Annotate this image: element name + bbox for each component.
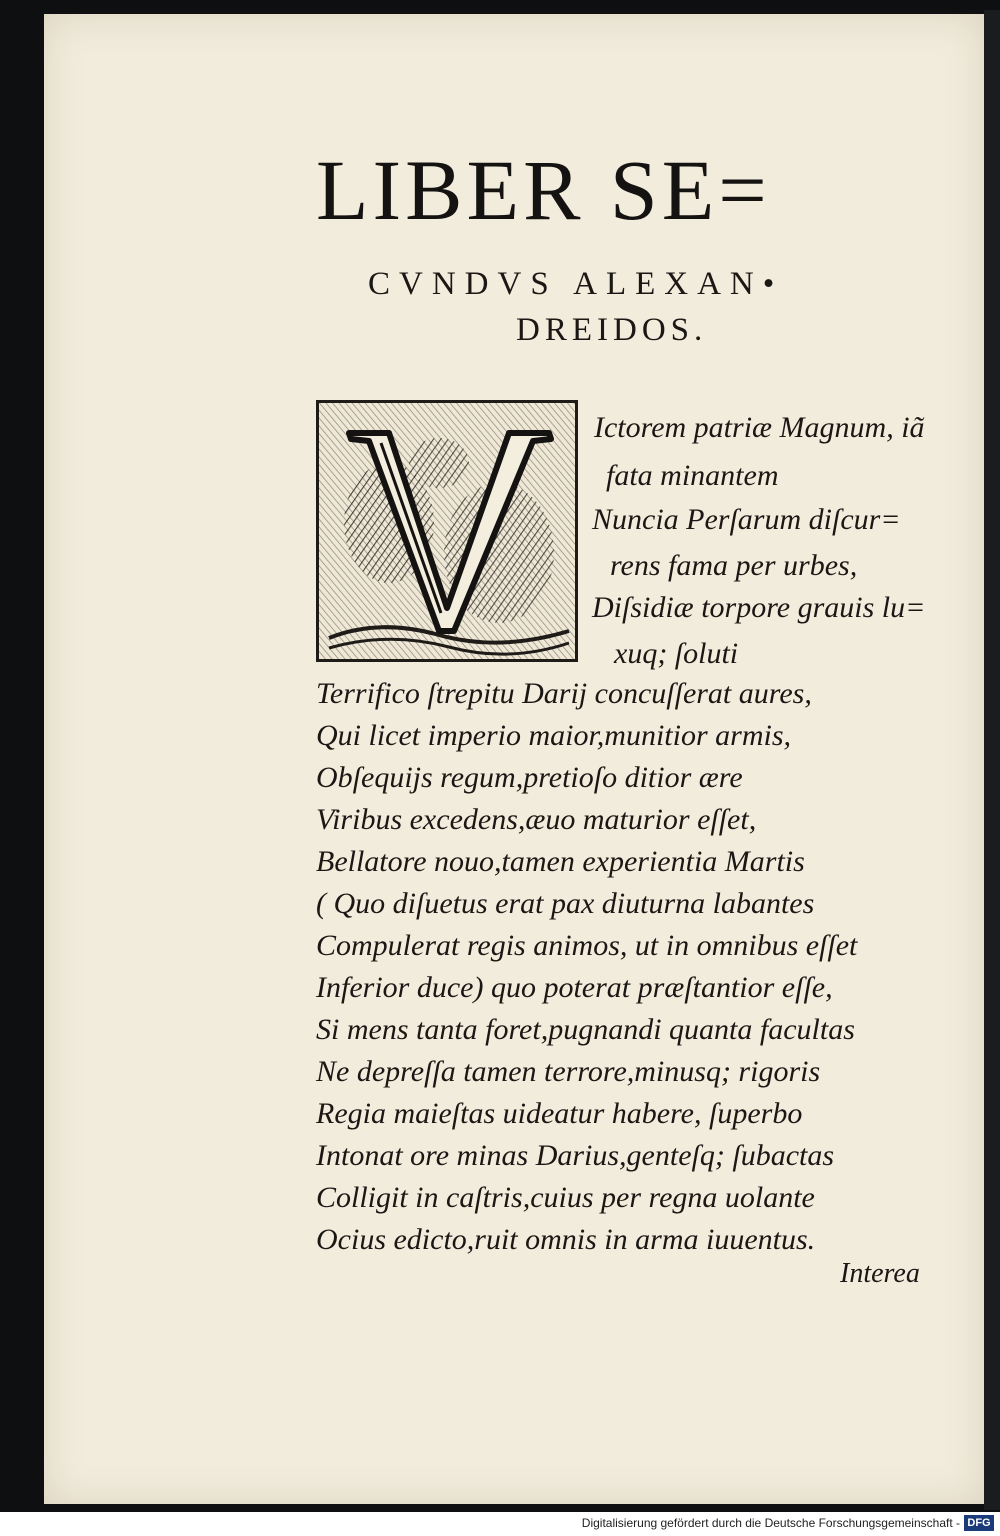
verse-line: Si mens tanta foret,pugnandi quanta facultas <box>316 1013 855 1046</box>
verse-line: Nuncia Perſarum diſcur= <box>592 503 901 536</box>
verse-line: Inferior duce) quo poterat præſtantior eſſe, <box>316 971 833 1004</box>
verse-line: Intonat ore minas Darius,genteſq; ſubactas <box>316 1139 835 1172</box>
verse-line: Colligit in caſtris,cuius per regna uolante <box>316 1181 815 1214</box>
dfg-logo-icon: DFG <box>964 1515 994 1531</box>
verse-line: fata minantem <box>606 459 779 492</box>
verse-line: rens fama per urbes, <box>610 549 858 582</box>
page-subtitle-continued: DREIDOS. <box>516 312 708 348</box>
verse-line: Obſequijs regum,pretioſo ditior ære <box>316 761 743 794</box>
woodcut-initial-v-icon <box>316 400 578 662</box>
verse-line: Diſsidiæ torpore grauis lu= <box>592 591 926 624</box>
page-title: LIBER SE= <box>316 142 771 238</box>
verse-line: Terrifico ſtrepitu Darij concuſſerat aures, <box>316 677 812 710</box>
catchword: Interea <box>840 1258 920 1289</box>
verse-line: Viribus excedens,æuo maturior eſſet, <box>316 803 757 836</box>
verse-line: xuq; ſoluti <box>614 637 739 670</box>
verse-line: Qui licet imperio maior,munitior armis, <box>316 719 792 752</box>
adjacent-page-edge <box>984 10 1000 1510</box>
page-subtitle: CVNDVS ALEXAN• <box>368 266 784 302</box>
verse-line: Bellatore nouo,tamen experientia Martis <box>316 845 805 878</box>
verse-line: Compulerat regis animos, ut in omnibus eſſet <box>316 929 858 962</box>
digitization-footer <box>0 1512 1000 1536</box>
verse-line: Ictorem patriæ Magnum, iã <box>594 411 925 444</box>
funding-credit: Digitalisierung gefördert durch die Deutsche Forschungsgemeinschaft - <box>581 1516 960 1530</box>
verse-line: Ne depreſſa tamen terrore,minusq; rigoris <box>316 1055 821 1088</box>
verse-line: Ocius edicto,ruit omnis in arma iuuentus. <box>316 1223 816 1256</box>
verse-line: ( Quo diſuetus erat pax diuturna labantes <box>316 887 815 920</box>
verse-line: Regia maieſtas uideatur habere, ſuperbo <box>316 1097 803 1130</box>
